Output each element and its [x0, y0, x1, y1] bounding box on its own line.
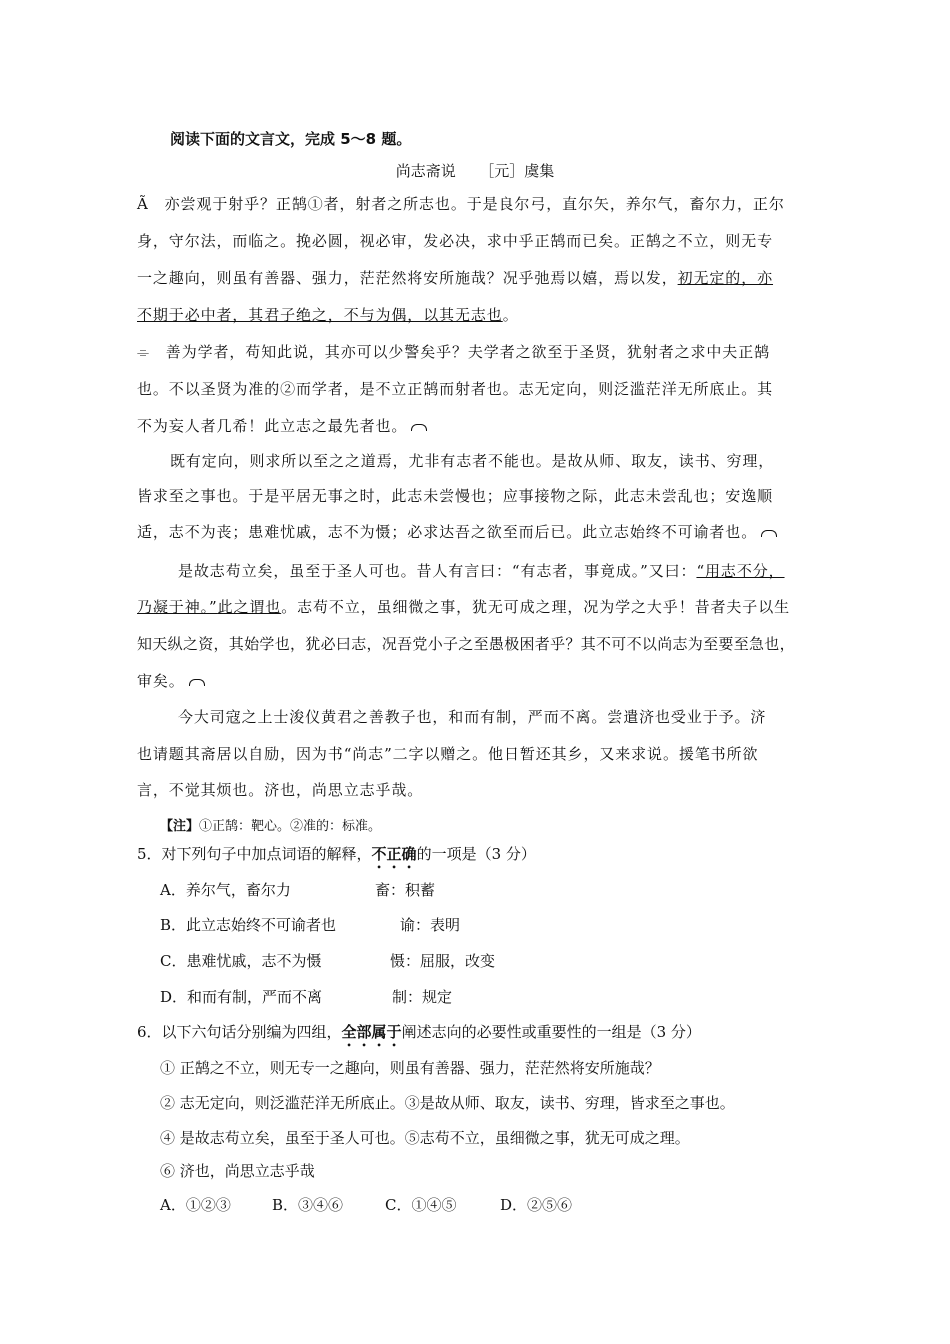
- option-sentence: 和而有制，严而不离: [187, 988, 323, 1006]
- option-letter: C．: [160, 952, 187, 970]
- q5-option-c-explain: 慑：屈服，改变: [390, 952, 496, 970]
- footnote-label: 【注】: [160, 819, 200, 834]
- stem-emphasis: 全部属于: [341, 1023, 402, 1041]
- arc-mark-icon: [189, 679, 205, 686]
- stem-emphasis: 不正确: [371, 845, 417, 863]
- q6-item: ④ 是故志苟立矣，虽至于圣人可也。⑤志苟不立，虽细微之事，犹无可成之理。: [160, 1129, 690, 1147]
- passage-text: 不为妄人者几希！此立志之最先者也。: [137, 417, 408, 435]
- option-letter: B．: [160, 916, 187, 934]
- option-sentence: 患难忧戚，志不为慑: [186, 952, 322, 970]
- passage-line: [137, 670, 205, 691]
- passage-line: 言，不觉其烦也。济也，尚思立志乎哉。: [137, 781, 424, 799]
- passage-line: [137, 415, 427, 436]
- arc-mark-icon: [761, 530, 777, 537]
- q6-choice-a[interactable]: A．①②③: [160, 1196, 231, 1214]
- q6-choice-c[interactable]: C．①④⑤: [385, 1196, 457, 1214]
- q6-item: ⑥ 济也，尚思立志乎哉: [160, 1162, 315, 1180]
- passage-text: 。志苟不立，虽细微之事，犹无可成之理，况为学之大乎！昔者夫子以生: [281, 598, 790, 616]
- underlined-text: 此之谓也: [217, 598, 282, 616]
- option-letter: D．: [160, 988, 188, 1006]
- passage-line: 今大司寇之上士浚仪黄君之善教子也，和而有制，严而不离。尝遣济也受业于予。济: [178, 708, 767, 726]
- stem-text: 6．以下六句话分别编为四组，: [137, 1023, 342, 1041]
- passage-text: 审矣。: [137, 672, 185, 690]
- q5-option-d[interactable]: [160, 986, 322, 1007]
- underlined-text: 乃凝于神。”: [137, 598, 218, 616]
- passage-line: ⌯ 善为学者，苟知此说，其亦可以少警矣乎？夫学者之欲至于圣贤，犹射者之求中夫正鹄: [137, 343, 771, 361]
- title-name: 尚志斋说: [395, 162, 456, 180]
- underlined-text: 初无定的，亦: [677, 269, 774, 287]
- q5-option-b[interactable]: [160, 914, 336, 935]
- passage-text: 。: [502, 306, 519, 324]
- option-letter: A．: [160, 881, 186, 899]
- q6-item: ① 正鹄之不立，则无专一之趣向，则虽有善器、强力，茫茫然将安所施哉？: [160, 1059, 660, 1077]
- arc-mark-icon: [411, 424, 427, 431]
- instruction: 阅读下面的文言文，完成 5～8 题。: [170, 130, 412, 148]
- passage-line: 也请题其斋居以自励，因为书“尚志”二字以赠之。他日暂还其乡，又来求说。援笔书所欲: [137, 745, 759, 763]
- stem-text: 5．对下列句子中加点词语的解释，: [137, 845, 372, 863]
- footnote: [160, 815, 381, 834]
- q5-option-a-explain: 畜：积蓄: [375, 881, 436, 899]
- q5-option-a[interactable]: [160, 879, 291, 900]
- passage-line: 既有定向，则求所以至之之道焉，尤非有志者不能也。是故从师、取友，读书、穷理，: [170, 452, 775, 470]
- q5-option-c[interactable]: [160, 950, 322, 971]
- q6-choice-d[interactable]: D．②⑤⑥: [500, 1196, 573, 1214]
- passage-line: [137, 267, 773, 288]
- underlined-text: “用志不分，: [696, 562, 785, 580]
- passage-line: Ã 亦尝观于射乎？正鹄①者，射者之所志也。于是良尔弓，直尔矢，养尔气，畜尔力，正尔: [137, 195, 785, 213]
- option-sentence: 养尔气，畜尔力: [185, 881, 291, 899]
- passage-title: [0, 160, 950, 181]
- q6-item: ② 志无定向，则泛滥茫洋无所底止。③是故从师、取友，读书、穷理，皆求至之事也。: [160, 1094, 735, 1112]
- question-6-stem: [137, 1021, 701, 1050]
- passage-line: 知天纵之资，其始学也，犹必曰志，况吾党小子之至愚极困者乎？其不可不以尚志为至要至急也，: [137, 635, 795, 653]
- passage-line: [137, 304, 519, 325]
- passage-text: 是故志苟立矣，虽至于圣人可也。昔人有言曰：“有志者，事竟成。”又曰：: [178, 562, 697, 580]
- option-sentence: 此立志始终不可谕者也: [186, 916, 337, 934]
- passage-line: 也。不以圣贤为准的②而学者，是不立正鹄而射者也。志无定向，则泛滥茫洋无所底止。其: [137, 380, 774, 398]
- title-author: ［元］虞集: [479, 162, 555, 180]
- passage-line: 身，守尔法，而临之。挽必圆，视必审，发必决，求中乎正鹄而已矣。正鹄之不立，则无专: [137, 232, 774, 250]
- q5-option-b-explain: 谕：表明: [400, 916, 461, 934]
- passage-text: 一之趣向，则虽有善器、强力，茫茫然将安所施哉？况乎弛焉以嬉，焉以发，: [137, 269, 678, 287]
- passage-text: 适，志不为丧；患难忧戚，志不为慑；必求达吾之欲至而后已。此立志始终不可谕者也。: [137, 523, 758, 541]
- question-5-stem: [137, 843, 536, 872]
- stem-text: 的一项是（3 分）: [416, 845, 536, 863]
- stem-text: 阐述志向的必要性或重要性的一组是（3 分）: [401, 1023, 701, 1041]
- footnote-text: ①正鹄：靶心。②准的：标准。: [199, 819, 382, 834]
- q6-choice-b[interactable]: B．③④⑥: [272, 1196, 344, 1214]
- passage-line: [137, 596, 790, 617]
- passage-line: 皆求至之事也。于是平居无事之时，此志未尝慢也；应事接物之际，此志未尝乱也；安逸顺: [137, 487, 774, 505]
- q5-option-d-explain: 制：规定: [392, 988, 453, 1006]
- passage-line: [178, 560, 785, 581]
- passage-line: [137, 521, 777, 542]
- underlined-text: 不期于必中者，其君子绝之，不与为偶，以其无志也: [137, 306, 503, 324]
